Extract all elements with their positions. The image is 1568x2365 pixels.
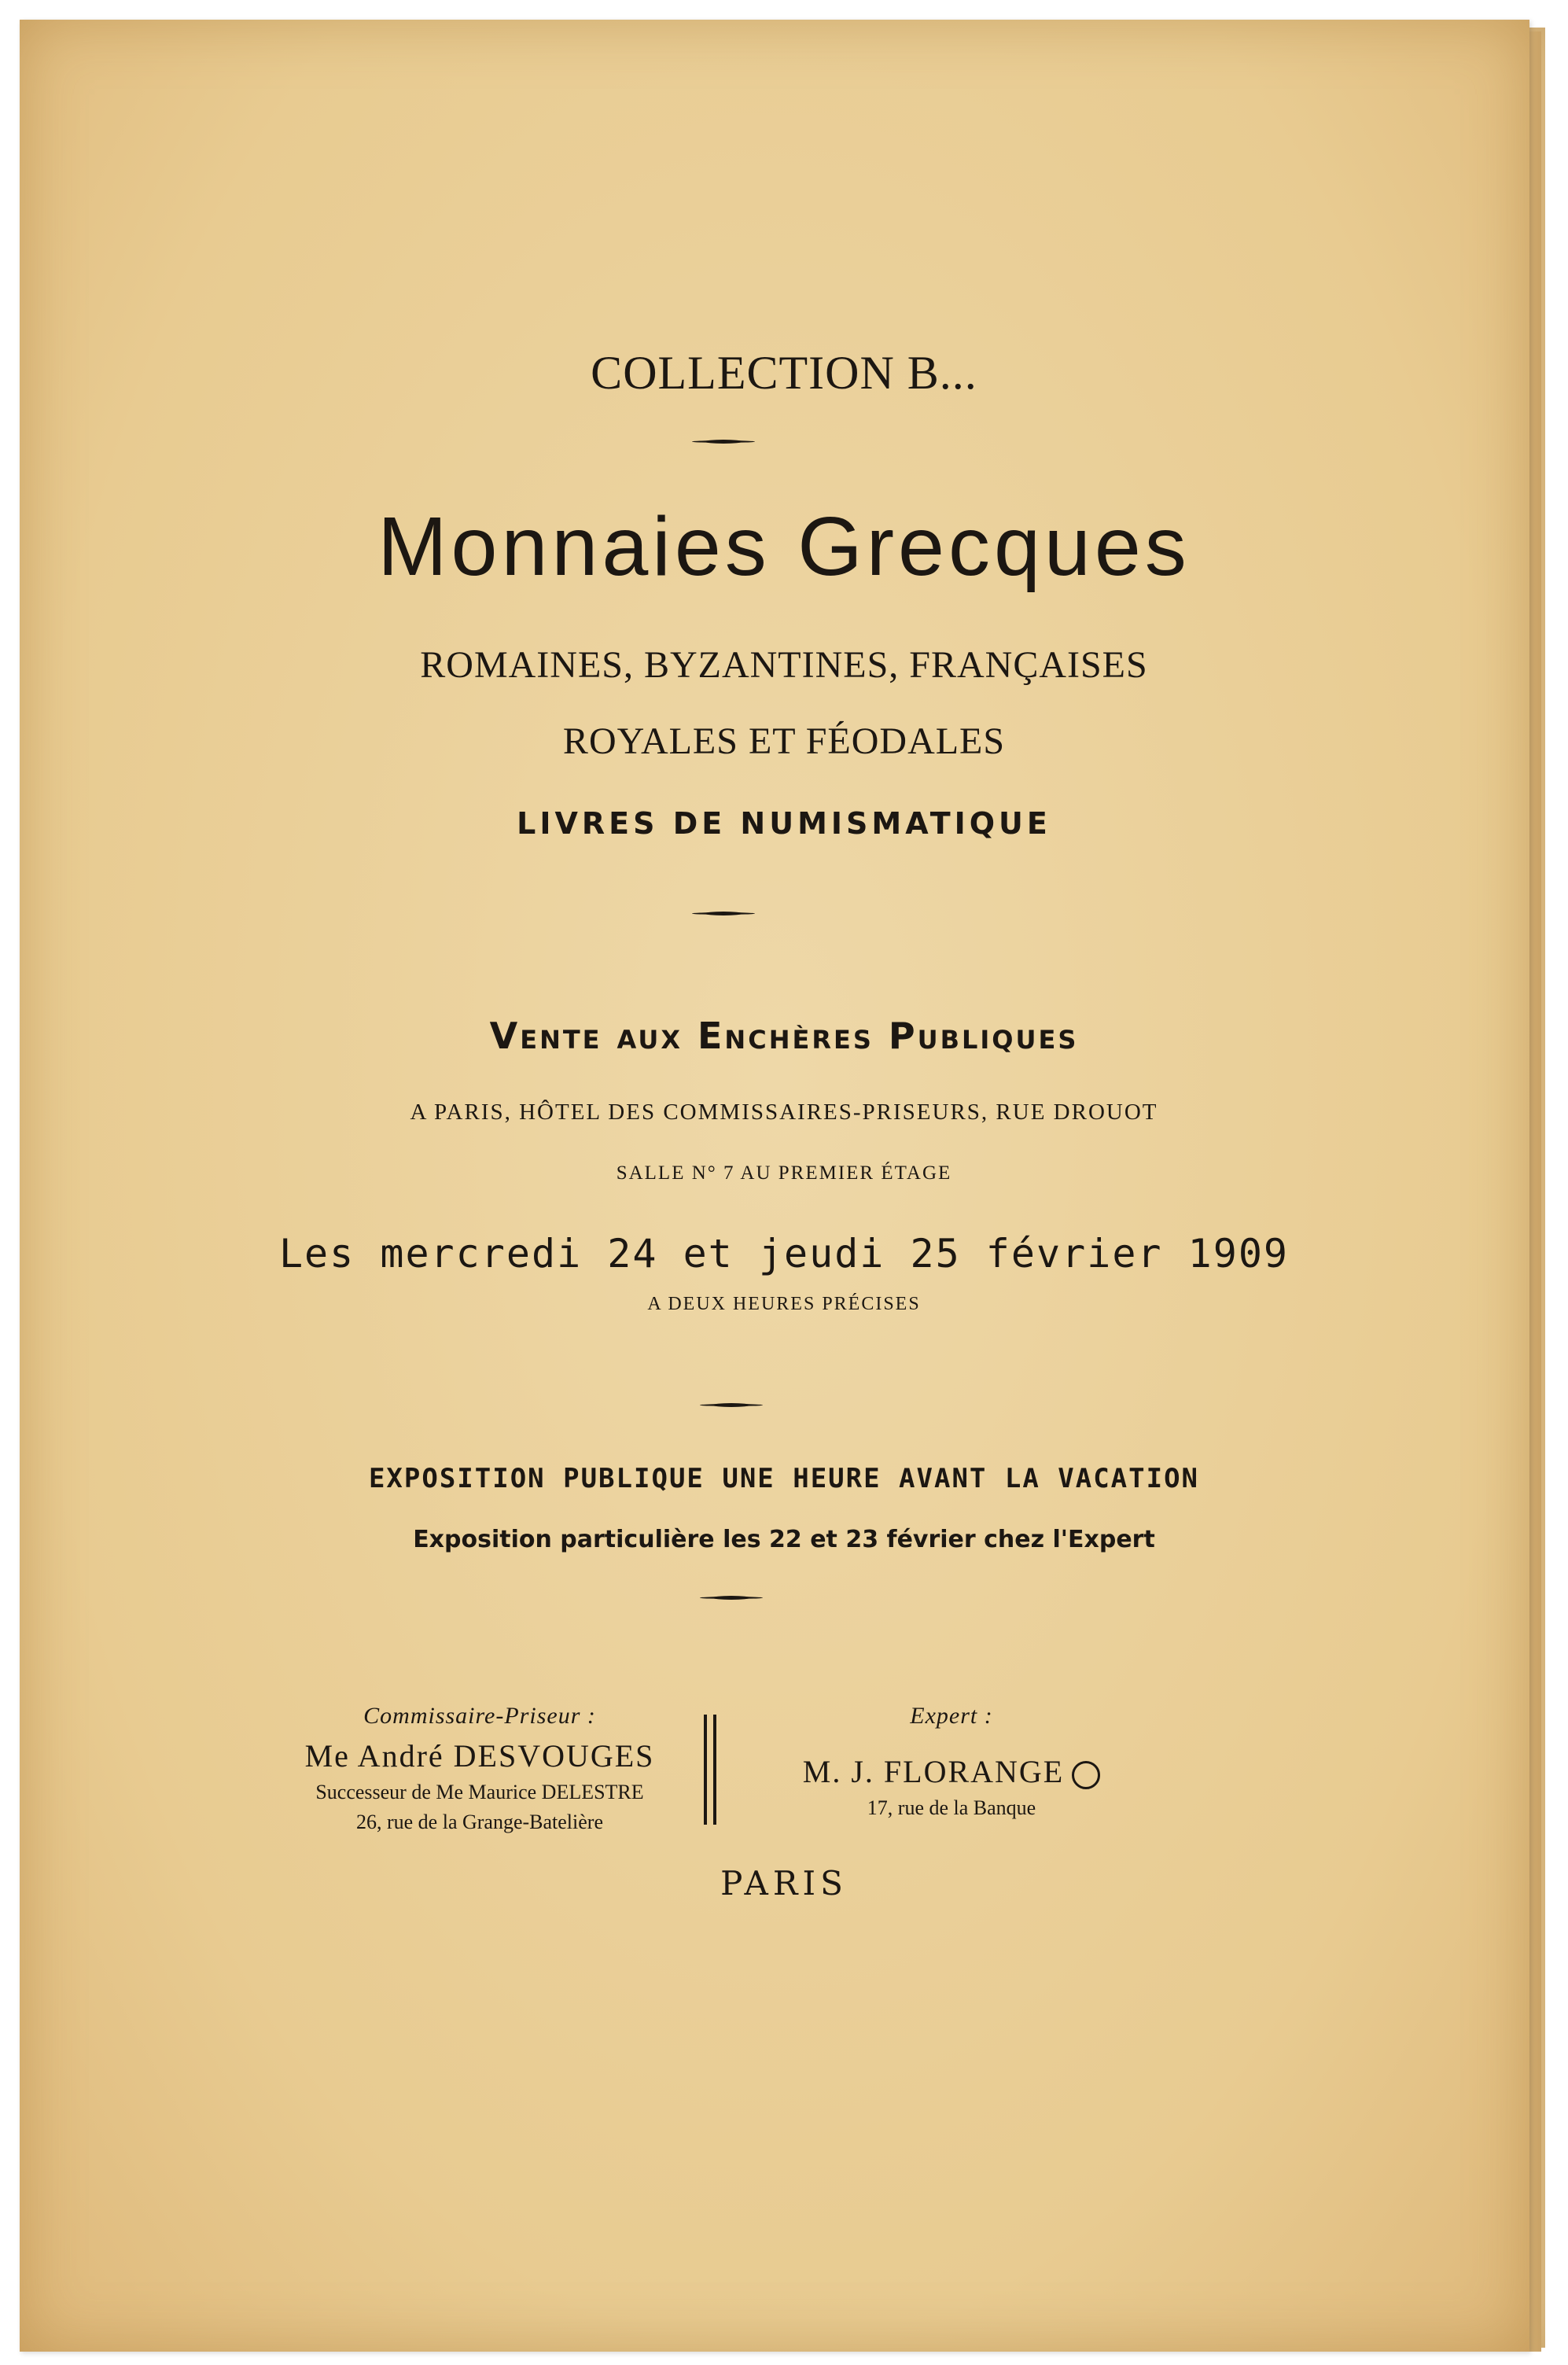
public-exhibition: EXPOSITION PUBLIQUE UNE HEURE AVANT LA VACATION: [368, 1463, 1200, 1494]
auctioneer-name: Me André DESVOUGES: [304, 1738, 655, 1774]
sale-location: A PARIS, HÔTEL DES COMMISSAIRES-PRISEURS, RUE DROUOT: [410, 1100, 1158, 1125]
subtitle-line-2: ROYALES ET FÉODALES: [562, 720, 1006, 762]
expert-role: Expert :: [910, 1703, 993, 1729]
page-title: Monnaies Grecques: [377, 500, 1191, 593]
city-footer: PARIS: [720, 1864, 848, 1903]
expert-address: 17, rue de la Banque: [867, 1796, 1036, 1819]
private-exhibition: Exposition particulière les 22 et 23 février chez l'Expert: [413, 1526, 1155, 1553]
ornament-rule-4: [700, 1597, 763, 1599]
auctioneer-role: Commissaire-Priseur :: [363, 1703, 596, 1729]
sale-heading: Vente aux Enchères Publiques: [489, 1015, 1079, 1057]
sale-time: A DEUX HEURES PRÉCISES: [647, 1294, 921, 1314]
monogram-icon: [1072, 1761, 1100, 1789]
auctioneer-successor: Successeur de Me Maurice DELESTRE: [315, 1781, 644, 1803]
collection-heading: COLLECTION B...: [591, 347, 977, 399]
column-divider-left: [704, 1715, 707, 1825]
subtitle-line-1: ROMAINES, BYZANTINES, FRANÇAISES: [420, 644, 1148, 686]
auctioneer-block: [267, 1703, 692, 1834]
expert-block: [763, 1703, 1140, 1820]
sale-dates: Les mercredi 24 et jeudi 25 février 1909: [278, 1231, 1290, 1276]
column-divider-right: [713, 1715, 716, 1825]
subtitle-line-3: LIVRES DE NUMISMATIQUE: [517, 806, 1051, 841]
ornament-rule-2: [692, 912, 755, 915]
auctioneer-address: 26, rue de la Grange-Batelière: [355, 1811, 603, 1833]
ornament-rule-1: [692, 440, 755, 443]
ornament-rule-3: [700, 1404, 763, 1406]
expert-name: M. J. FLORANGE: [802, 1754, 1065, 1789]
sale-room: SALLE N° 7 AU PREMIER ÉTAGE: [616, 1162, 952, 1184]
expert-name-row: [763, 1753, 1140, 1790]
